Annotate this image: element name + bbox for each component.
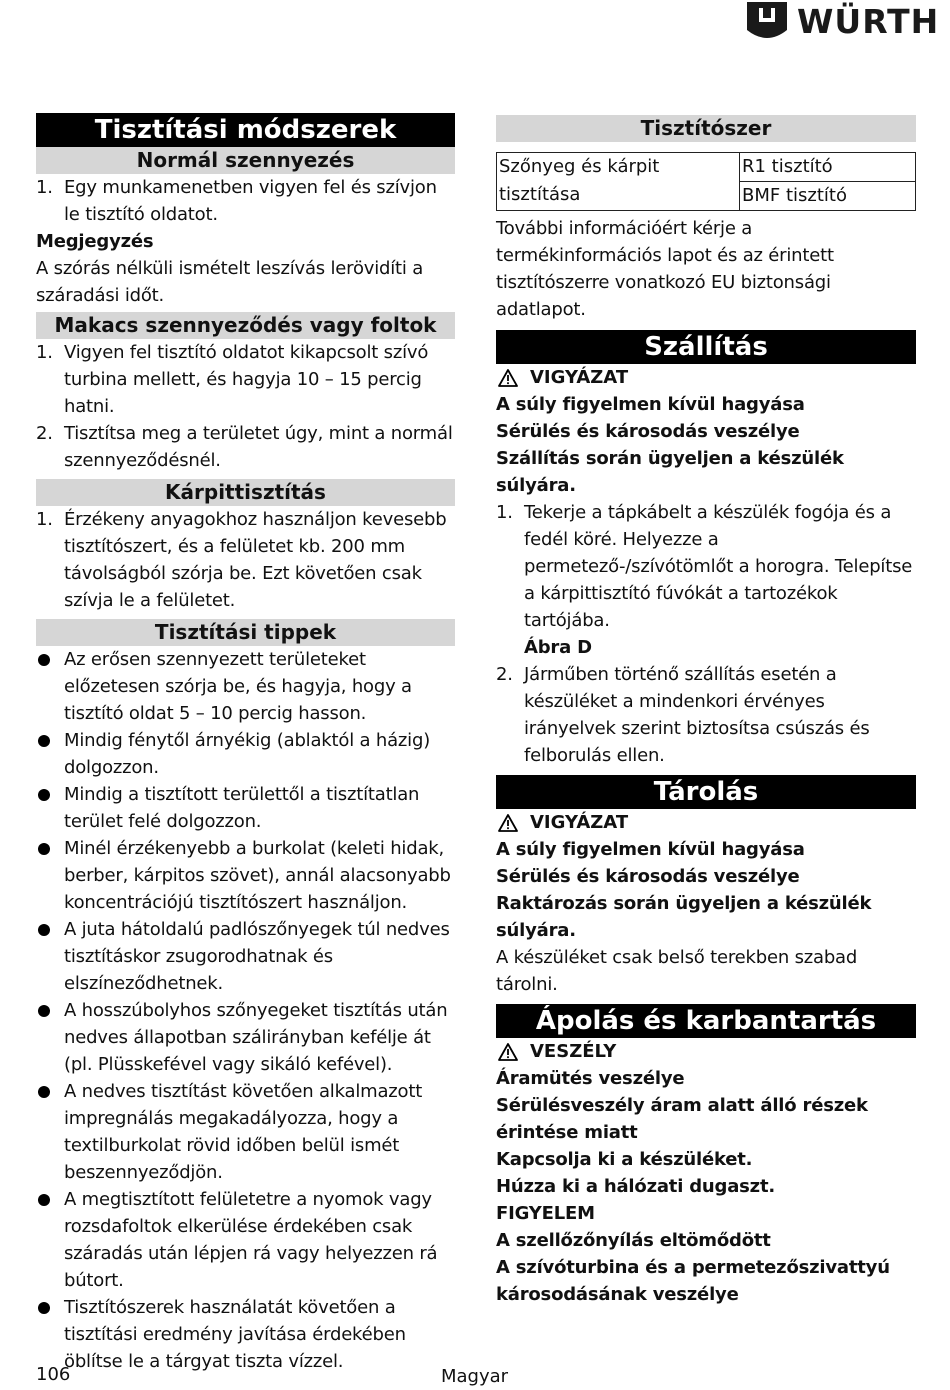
list-item: 2. Járműben történő szállítás esetén a készüléket a mindenkori érvényes irányelvek szerint biztosítsa csúszás és felborulás ellen. xyxy=(496,664,870,766)
detergent-table xyxy=(496,152,916,211)
maintenance-title: Ápolás és karbantartás xyxy=(496,1004,916,1038)
warning-line: A súly figyelmen kívül hagyása xyxy=(496,394,805,415)
table-row xyxy=(497,153,916,182)
wurth-emblem-icon xyxy=(747,0,791,44)
cleaning-tips-heading: Tisztítási tippek xyxy=(36,619,455,646)
list-item: Mindig a tisztított területtől a tisztítatlan terület felé dolgozzon. xyxy=(36,781,455,835)
notice-label: FIGYELEM xyxy=(496,1203,595,1224)
list-item: Mindig fénytől árnyékig (ablaktól a házig) dolgozzon. xyxy=(36,727,455,781)
normal-dirt-steps xyxy=(36,174,455,228)
list-item: A megtisztított felületetre a nyomok vagy rozsdafoltok elkerülése érdekében csak száradás után lépjen rá vagy helyezzen rá bútort. xyxy=(36,1186,455,1294)
bullet-icon xyxy=(38,735,50,747)
bullet-icon xyxy=(38,654,50,666)
left-column xyxy=(36,113,455,1375)
page-number: 106 xyxy=(36,1364,71,1385)
normal-dirt-heading: Normál szennyezés xyxy=(36,147,455,174)
note-text: A szórás nélküli ismételt leszívás lerövidíti a száradási időt. xyxy=(36,258,424,306)
upholstery-heading: Kárpittisztítás xyxy=(36,479,455,506)
warning-line: Sérülés és károsodás veszélye xyxy=(496,866,800,887)
list-item: A hosszúbolyhos szőnyegeket tisztítás után nedves állapotban szálirányban kefélje át (pl. Plüsskefével vagy sikáló kefével). xyxy=(36,997,455,1078)
warning-triangle-icon xyxy=(498,814,518,832)
detergent-heading: Tisztítószer xyxy=(496,115,916,142)
storage-warning: VIGYÁZAT xyxy=(496,809,916,836)
warning-line: Áramütés veszélye xyxy=(496,1068,685,1089)
warning-line: A súly figyelmen kívül hagyása xyxy=(496,839,805,860)
upholstery-steps xyxy=(36,506,455,614)
bullet-icon xyxy=(38,1302,50,1314)
storage-title: Tárolás xyxy=(496,775,916,809)
bullet-icon xyxy=(38,924,50,936)
list-item: 1. Érzékeny anyagokhoz használjon kevesebb tisztítószert, és a felületet kb. 200 mm távolságból szórja be. Ezt követően csak szívja le a felületet. xyxy=(36,509,447,611)
warning-line: Kapcsolja ki a készüléket. xyxy=(496,1149,753,1170)
transport-warning: VIGYÁZAT xyxy=(496,364,916,391)
warning-line: Raktározás során ügyeljen a készülék súlyára. xyxy=(496,893,872,941)
bullet-icon xyxy=(38,1005,50,1017)
warning-triangle-icon xyxy=(498,1043,518,1061)
bullet-icon xyxy=(38,789,50,801)
wurth-logo xyxy=(745,0,945,46)
transport-steps xyxy=(496,499,916,769)
list-item: Az erősen szennyezett területeket előzetesen szórja be, és hagyja, hogy a tisztító oldat 5 – 10 percig hasson. xyxy=(36,646,455,727)
list-item: 1. Egy munkamenetben vigyen fel és szívjon le tisztító oldatot. xyxy=(36,177,437,225)
list-item: 2. Tisztítsa meg a területet úgy, mint a normál szennyeződésnél. xyxy=(36,423,453,471)
warning-line: Sérülésveszély áram alatt álló részek érintése miatt xyxy=(496,1095,868,1143)
list-item: Minél érzékenyebb a burkolat (keleti hidak, berber, kárpitos szövet), annál alacsonyabb koncentrációjú tisztítószert használjon. xyxy=(36,835,455,916)
bullet-icon xyxy=(38,843,50,855)
warning-line: Szállítás során ügyeljen a készülék súlyára. xyxy=(496,448,844,496)
bullet-icon xyxy=(38,1086,50,1098)
storage-text: A készüléket csak belső terekben szabad tárolni. xyxy=(496,947,858,995)
warning-triangle-icon xyxy=(498,369,518,387)
note-label: Megjegyzés xyxy=(36,231,154,252)
list-item: Tisztítószerek használatát követően a tisztítási eredmény javítása érdekében öblítse le a tárgyat tiszta vízzel. xyxy=(36,1294,455,1375)
cleaning-tips-list xyxy=(36,646,455,1375)
detergent-info: További információért kérje a termékinformációs lapot és az érintett tisztítószerre vonatkozó EU biztonsági adatlapot. xyxy=(496,218,834,320)
maintenance-warning: VESZÉLY xyxy=(496,1038,916,1065)
bullet-icon xyxy=(38,1194,50,1206)
stubborn-dirt-heading: Makacs szennyeződés vagy foltok xyxy=(36,312,455,339)
brand-wordmark: WÜRTH xyxy=(797,2,940,41)
right-column xyxy=(496,115,916,1308)
table-cell: R1 tisztító xyxy=(740,153,916,182)
list-item: 1. Vigyen fel tisztító oldatot kikapcsolt szívó turbina mellett, és hagyja 10 – 15 percig hatni. xyxy=(36,342,429,417)
warning-line: Húzza ki a hálózati dugaszt. xyxy=(496,1176,775,1197)
list-item: 1. Tekerje a tápkábelt a készülék fogója és a fedél köré. Helyezze a permetező-/szívótömlőt a horogra. Telepítse a kárpittisztító fúvókát a tartozékok tartójába. Ábra D xyxy=(496,499,916,661)
warning-line: A szívóturbina és a permetezőszivattyú károsodásának veszélye xyxy=(496,1257,890,1305)
list-item: A nedves tisztítást követően alkalmazott impregnálás megakadályozza, hogy a textilburkolat rövid időben belül ismét beszennyeződjön. xyxy=(36,1078,455,1186)
warning-line: Sérülés és károsodás veszélye xyxy=(496,421,800,442)
cleaning-methods-title: Tisztítási módszerek xyxy=(36,113,455,147)
footer-language: Magyar xyxy=(441,1366,509,1387)
figure-reference: Ábra D xyxy=(524,637,592,658)
transport-title: Szállítás xyxy=(496,330,916,364)
stubborn-dirt-steps xyxy=(36,339,455,474)
table-cell: Szőnyeg és kárpit tisztítása xyxy=(497,153,740,211)
warning-line: A szellőzőnyílás eltömődött xyxy=(496,1230,771,1251)
table-cell: BMF tisztító xyxy=(740,182,916,211)
list-item: A juta hátoldalú padlószőnyegek túl nedves tisztításkor zsugorodhatnak és elszíneződhetnek. xyxy=(36,916,455,997)
